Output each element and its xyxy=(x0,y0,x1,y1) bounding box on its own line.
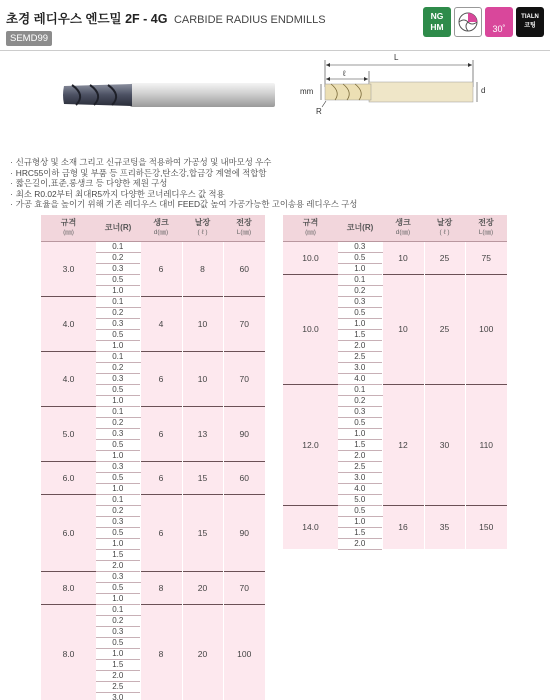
shank-cell: 6 xyxy=(140,406,182,461)
dim-mm-label: mm xyxy=(300,87,314,96)
corner-radius-cell: 1.5 xyxy=(338,329,382,340)
overall-length-cell: 90 xyxy=(223,494,265,571)
col-length: 전장 L(㎜) xyxy=(465,215,507,241)
corner-radius-cell: 2.0 xyxy=(338,340,382,351)
corner-radius-cell: 1.0 xyxy=(96,648,140,659)
table-row xyxy=(283,505,507,516)
corner-radius-cell: 0.1 xyxy=(338,274,382,285)
corner-radius-cell: 0.5 xyxy=(338,307,382,318)
corner-radius-cell: 0.3 xyxy=(338,241,382,252)
overall-length-cell: 75 xyxy=(465,241,507,274)
shank-cell: 10 xyxy=(382,241,424,274)
size-cell: 3.0 xyxy=(41,241,96,296)
overall-length-cell: 60 xyxy=(223,241,265,296)
corner-radius-cell: 0.3 xyxy=(338,296,382,307)
corner-radius-cell: 0.1 xyxy=(96,351,140,362)
overall-length-cell: 60 xyxy=(223,461,265,494)
corner-radius-cell: 1.0 xyxy=(96,395,140,406)
flute-length-cell: 30 xyxy=(424,384,465,505)
helix-angle-label: 30˚ xyxy=(492,24,506,34)
flute-length-cell: 35 xyxy=(424,505,465,549)
spec-table-left xyxy=(41,215,265,700)
corner-radius-cell: 2.0 xyxy=(338,450,382,461)
corner-radius-cell: 1.0 xyxy=(96,483,140,494)
shank-cell: 4 xyxy=(140,296,182,351)
corner-radius-cell: 3.0 xyxy=(338,362,382,373)
corner-radius-cell: 0.2 xyxy=(96,307,140,318)
corner-radius-cell: 1.0 xyxy=(96,450,140,461)
corner-radius-cell: 1.0 xyxy=(96,340,140,351)
corner-radius-cell: 0.1 xyxy=(96,406,140,417)
corner-radius-cell: 1.0 xyxy=(96,538,140,549)
corner-radius-cell: 4.0 xyxy=(338,483,382,494)
corner-radius-cell: 0.3 xyxy=(96,516,140,527)
size-cell: 10.0 xyxy=(283,274,338,384)
table-header-row xyxy=(283,215,507,241)
corner-radius-cell: 0.5 xyxy=(96,384,140,395)
flute-length-cell: 15 xyxy=(182,461,223,494)
size-cell: 4.0 xyxy=(41,351,96,406)
flute-length-cell: 13 xyxy=(182,406,223,461)
overall-length-cell: 100 xyxy=(223,604,265,700)
ng-badge-line2: HM xyxy=(430,22,444,32)
col-shank: 생크 d(㎜) xyxy=(382,215,424,241)
size-cell: 14.0 xyxy=(283,505,338,549)
shank-cell: 6 xyxy=(140,461,182,494)
col-corner: 코너(R) xyxy=(96,215,140,241)
corner-radius-cell: 0.5 xyxy=(96,527,140,538)
col-length: 전장 L(㎜) xyxy=(223,215,265,241)
corner-radius-cell: 1.0 xyxy=(96,285,140,296)
page-title xyxy=(6,9,326,27)
shank-cell: 6 xyxy=(140,351,182,406)
col-corner: 코너(R) xyxy=(338,215,382,241)
corner-radius-cell: 0.2 xyxy=(96,252,140,263)
table-row xyxy=(283,384,507,395)
table-row xyxy=(41,296,265,307)
feature-notes xyxy=(10,157,357,210)
note-item: · 신규형상 및 소재 그리고 신규코팅을 적용하여 가공성 및 내마모성 우수 xyxy=(10,157,357,168)
table-row xyxy=(283,241,507,252)
corner-radius-cell: 0.2 xyxy=(338,395,382,406)
corner-radius-cell: 0.1 xyxy=(96,604,140,615)
dim-R-label: R xyxy=(316,107,322,116)
flute-length-cell: 25 xyxy=(424,274,465,384)
corner-radius-cell: 0.5 xyxy=(338,252,382,263)
ng-badge-line1: NG xyxy=(430,11,444,21)
corner-radius-cell: 0.5 xyxy=(338,505,382,516)
endmill-photo xyxy=(62,80,277,115)
corner-radius-cell: 0.3 xyxy=(96,571,140,582)
table-row xyxy=(41,571,265,582)
note-item: · 짧은길이,표준,롱생크 등 다양한 제원 구성 xyxy=(10,178,357,189)
shank-cell: 6 xyxy=(140,241,182,296)
overall-length-cell: 100 xyxy=(465,274,507,384)
note-item: · 최소 R0.02부터 최대R5까지 다양한 코너레디우스 값 적용 xyxy=(10,189,357,200)
corner-radius-cell: 0.5 xyxy=(96,439,140,450)
corner-radius-cell: 2.0 xyxy=(96,670,140,681)
flute-length-cell: 8 xyxy=(182,241,223,296)
corner-radius-cell: 1.0 xyxy=(338,428,382,439)
corner-radius-cell: 5.0 xyxy=(338,494,382,505)
dim-l-label: ℓ xyxy=(343,69,346,78)
overall-length-cell: 110 xyxy=(465,384,507,505)
header-divider xyxy=(0,50,550,51)
flute-length-cell: 10 xyxy=(182,296,223,351)
flute-length-cell: 10 xyxy=(182,351,223,406)
size-cell: 6.0 xyxy=(41,494,96,571)
corner-radius-cell: 0.3 xyxy=(96,461,140,472)
corner-radius-cell: 1.5 xyxy=(96,549,140,560)
spec-table-right xyxy=(283,215,507,550)
corner-radius-cell: 2.5 xyxy=(338,351,382,362)
corner-radius-cell: 0.1 xyxy=(96,296,140,307)
shank-cell: 12 xyxy=(382,384,424,505)
size-cell: 12.0 xyxy=(283,384,338,505)
table-header-row xyxy=(41,215,265,241)
corner-radius-cell: 1.0 xyxy=(338,516,382,527)
corner-radius-cell: 0.1 xyxy=(338,384,382,395)
shank-cell: 8 xyxy=(140,571,182,604)
corner-radius-cell: 1.5 xyxy=(96,659,140,670)
col-size: 규격 (㎜) xyxy=(283,215,338,241)
corner-radius-cell: 1.5 xyxy=(338,527,382,538)
corner-radius-cell: 3.0 xyxy=(338,472,382,483)
shank-cell: 8 xyxy=(140,604,182,700)
table-row xyxy=(41,241,265,252)
feature-badges xyxy=(423,7,544,37)
corner-radius-cell: 1.0 xyxy=(96,593,140,604)
flute-count-icon xyxy=(454,7,482,37)
corner-radius-cell: 0.2 xyxy=(338,285,382,296)
corner-radius-cell: 0.5 xyxy=(96,329,140,340)
coating-line1: TIALN xyxy=(521,14,539,20)
corner-radius-cell: 1.0 xyxy=(338,318,382,329)
size-cell: 10.0 xyxy=(283,241,338,274)
corner-radius-cell: 0.2 xyxy=(96,417,140,428)
corner-radius-cell: 0.2 xyxy=(96,362,140,373)
table-row xyxy=(41,406,265,417)
dim-d-label: d xyxy=(481,86,486,95)
helix-angle-badge xyxy=(485,7,513,37)
dim-L-label: L xyxy=(394,53,399,62)
table-row xyxy=(41,461,265,472)
size-cell: 8.0 xyxy=(41,604,96,700)
corner-radius-cell: 1.5 xyxy=(338,439,382,450)
corner-radius-cell: 2.0 xyxy=(96,560,140,571)
ng-hm-badge xyxy=(423,7,451,37)
col-flute: 날장 ( ℓ ) xyxy=(182,215,223,241)
overall-length-cell: 90 xyxy=(223,406,265,461)
size-cell: 5.0 xyxy=(41,406,96,461)
corner-radius-cell: 0.2 xyxy=(96,615,140,626)
corner-radius-cell: 2.5 xyxy=(96,681,140,692)
title-english: CARBIDE RADIUS ENDMILLS xyxy=(173,14,326,26)
corner-radius-cell: 0.5 xyxy=(96,274,140,285)
flute-length-cell: 20 xyxy=(182,571,223,604)
size-cell: 6.0 xyxy=(41,461,96,494)
corner-radius-cell: 3.0 xyxy=(96,692,140,700)
corner-radius-cell: 0.5 xyxy=(96,472,140,483)
table-row xyxy=(283,274,507,285)
table-row xyxy=(41,604,265,615)
title-korean: 초경 레디우스 엔드밀 2F - 4G xyxy=(6,12,168,26)
shank-cell: 16 xyxy=(382,505,424,549)
flute-length-cell: 20 xyxy=(182,604,223,700)
corner-radius-cell: 0.5 xyxy=(338,417,382,428)
corner-radius-cell: 2.5 xyxy=(338,461,382,472)
note-item: · 가공 효율을 높이기 위해 기존 레디우스 대비 FEED값 높여 가공가능한 고이송용 레디우스 구성 xyxy=(10,199,357,210)
overall-length-cell: 70 xyxy=(223,571,265,604)
table-row xyxy=(41,494,265,505)
note-item: · HRC55이하 금형 및 부품 등 프리하든강,탄소강,합금강 계열에 적합함 xyxy=(10,168,357,179)
col-shank: 생크 d(㎜) xyxy=(140,215,182,241)
size-cell: 4.0 xyxy=(41,296,96,351)
dimension-diagram xyxy=(295,55,505,125)
corner-radius-cell: 0.1 xyxy=(96,494,140,505)
coating-line2: 코팅 xyxy=(524,23,536,29)
table-row xyxy=(41,351,265,362)
corner-radius-cell: 0.3 xyxy=(96,428,140,439)
corner-radius-cell: 1.0 xyxy=(338,263,382,274)
col-size: 규격 (㎜) xyxy=(41,215,96,241)
corner-radius-cell: 0.3 xyxy=(96,373,140,384)
corner-radius-cell: 0.5 xyxy=(96,582,140,593)
corner-radius-cell: 0.3 xyxy=(96,626,140,637)
col-flute: 날장 ( ℓ ) xyxy=(424,215,465,241)
corner-radius-cell: 0.3 xyxy=(96,318,140,329)
corner-radius-cell: 0.2 xyxy=(96,505,140,516)
overall-length-cell: 150 xyxy=(465,505,507,549)
overall-length-cell: 70 xyxy=(223,351,265,406)
corner-radius-cell: 0.5 xyxy=(96,637,140,648)
flute-length-cell: 25 xyxy=(424,241,465,274)
corner-radius-cell: 4.0 xyxy=(338,373,382,384)
corner-radius-cell: 0.3 xyxy=(338,406,382,417)
corner-radius-cell: 2.0 xyxy=(338,538,382,549)
coating-badge xyxy=(516,7,544,37)
size-cell: 8.0 xyxy=(41,571,96,604)
corner-radius-cell: 0.1 xyxy=(96,241,140,252)
product-code-badge: SEMD99 xyxy=(6,31,52,46)
overall-length-cell: 70 xyxy=(223,296,265,351)
shank-cell: 6 xyxy=(140,494,182,571)
flute-length-cell: 15 xyxy=(182,494,223,571)
corner-radius-cell: 0.3 xyxy=(96,263,140,274)
shank-cell: 10 xyxy=(382,274,424,384)
